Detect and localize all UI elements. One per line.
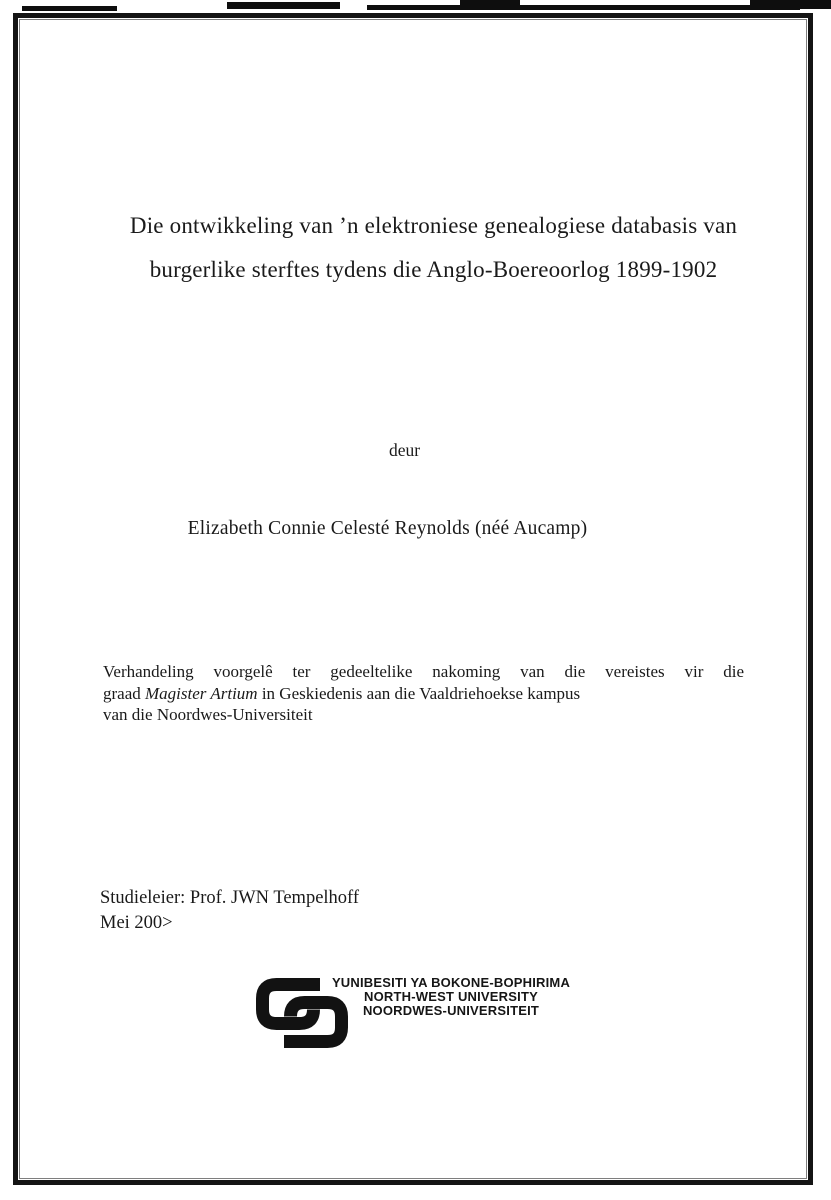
scan-artifact (460, 0, 520, 5)
scan-artifact (22, 6, 117, 11)
thesis-title-line2: burgerlike sterftes tydens die Anglo-Boereoorlog 1899-1902 (149, 257, 718, 282)
university-wordmark-setswana: YUNIBESITI YA BOKONE-BOPHIRIMA (331, 975, 571, 990)
university-logo (256, 975, 586, 1055)
degree-statement-line2-pre: graad (103, 683, 146, 703)
degree-title-italic: Magister Artium (145, 683, 258, 703)
degree-statement-line3: van die Noordwes-Universiteit (103, 705, 313, 725)
byline-deur: deur (388, 440, 421, 460)
author-name: Elizabeth Connie Celesté Reynolds (néé Aucamp) (187, 518, 588, 539)
scan-artifact (367, 5, 800, 10)
degree-statement-line2 (103, 683, 744, 705)
supervisor-block (100, 886, 359, 936)
degree-statement-line1: Verhandeling voorgelê ter gedeeltelike nakoming van die vereistes vir die (103, 662, 744, 681)
scan-artifact (227, 2, 340, 9)
university-wordmark (322, 976, 580, 1018)
thesis-title-line1: Die ontwikkeling van ’n elektroniese genealogiese databasis van (129, 213, 738, 238)
degree-statement (103, 661, 744, 726)
university-wordmark-afrikaans: NOORDWES-UNIVERSITEIT (362, 1003, 540, 1018)
scan-artifact (750, 0, 831, 9)
thesis-title (36, 204, 831, 292)
date-line: Mei 200> (100, 913, 173, 933)
university-wordmark-english: NORTH-WEST UNIVERSITY (364, 989, 538, 1004)
degree-statement-line2-post: in Geskiedenis aan die Vaaldriehoekse kampus (257, 683, 581, 703)
supervisor-line: Studieleier: Prof. JWN Tempelhoff (100, 888, 360, 908)
